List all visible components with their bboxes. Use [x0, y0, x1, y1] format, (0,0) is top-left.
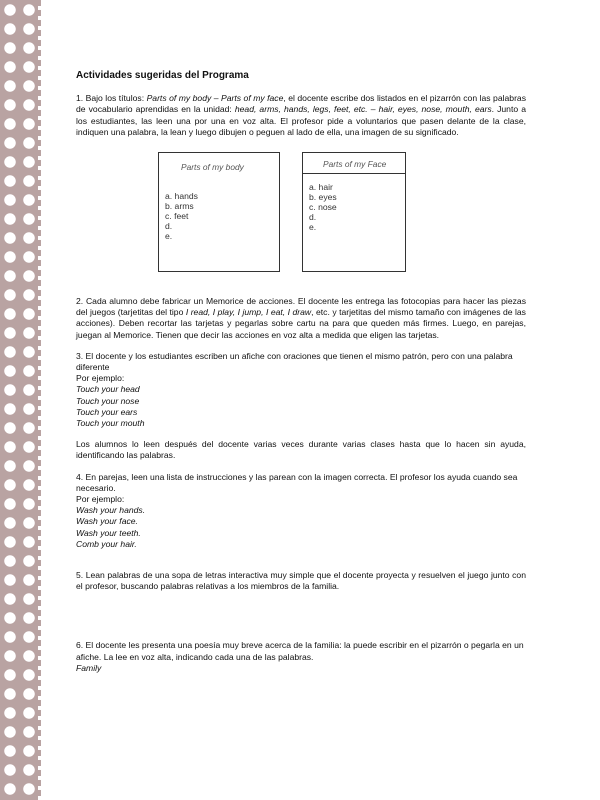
list-item: e. [309, 222, 317, 233]
box-title: Parts of my Face [303, 153, 405, 174]
list-item: d. [309, 212, 317, 223]
activity-2-text: 2. Cada alumno debe fabricar un Memorice de acciones. El docente les entrega las fotocopias para hacer las piezas del juegos (tarjetitas del tipo [76, 296, 526, 318]
activity-1-italic: Parts of my body [146, 93, 212, 104]
list-item: e. [165, 231, 173, 242]
example-line: Touch your nose [76, 395, 140, 406]
example-line: Comb your hair. [76, 538, 137, 549]
example-line: Touch your head [76, 384, 140, 395]
box-list [159, 173, 279, 241]
example-line: Touch your ears [76, 406, 138, 417]
example-line: Touch your mouth [76, 418, 145, 429]
example-line: Wash your teeth. [76, 527, 141, 538]
decorative-strip-edge [38, 0, 41, 800]
activity-1-text: , el docente escribe dos listados en el pizarrón con las palabras de vocabulario aprendidas en la unidad: [76, 93, 527, 115]
example-label: Por ejemplo: [76, 373, 125, 384]
list-item: b. arms [165, 201, 194, 212]
activity-2-italic: I read, I play, I jump, I eat, I draw [185, 307, 312, 318]
poem-title: Family [76, 662, 102, 673]
activity-1-text: – [211, 93, 222, 104]
activity-2-text: , etc. y tarjetitas del mismo tamaño con imágenes de las acciones). Deben recortar las tarjetas y pegarlas sobre cartu na para que queden más firmes. Luego, en parejas, juegan al Memorice. Tienen que decir las acciones en voz alta a medida que eligen las tarjetas. [76, 307, 526, 340]
activity-1-italic: hair, eyes, nose, mouth, ears [378, 104, 492, 115]
vocabulary-figures [76, 152, 526, 292]
activity-1-italic: head, arms, hands, legs, feet, etc. [234, 104, 368, 115]
list-item: b. eyes [309, 192, 337, 203]
activity-1-text: – [367, 104, 379, 115]
example-line: Wash your hands. [76, 505, 146, 516]
example-label: Por ejemplo: [76, 494, 125, 505]
box-title: Parts of my body [181, 162, 244, 173]
parts-of-body-box [158, 152, 280, 272]
activity-4: 4. En parejas, leen una lista de instrucciones y las parean con la imagen correcta. El profesor los ayuda cuando sea necesario. [76, 471, 518, 493]
list-item: a. hair [309, 182, 333, 193]
activity-5: 5. Lean palabras de una sopa de letras interactiva muy simple que el docente proyecta y resuelven el juego junto con el profesor, buscando palabras relativas a los miembros de la familia. [76, 570, 526, 592]
activity-1-text: 1. Bajo los títulos: [76, 93, 147, 104]
parts-of-face-box [302, 152, 406, 272]
activity-2 [76, 296, 526, 341]
list-item: c. feet [165, 211, 189, 222]
page-title: Actividades sugeridas del Programa [76, 70, 249, 81]
decorative-side-strip [0, 0, 38, 800]
activity-1-italic: Parts of my face [221, 93, 284, 104]
list-item: a. hands [165, 191, 198, 202]
example-line: Wash your face. [76, 516, 138, 527]
activity-1-text: . Junto a los estudiantes, las leen una por una en voz alta. El profesor pide a voluntarios que pasen delante de la clase, indiquen una palabra, la lean y luego dibujen o peguen al lado de ella, una imagen de su significado. [76, 104, 526, 137]
list-item: c. nose [309, 202, 337, 213]
document-body [76, 70, 526, 674]
activity-6: 6. El docente les presenta una poesía muy breve acerca de la familia: la puede escribir en el pizarrón o pegarla en un afiche. La lee en voz alta, indicando cada una de las palabras. [76, 640, 524, 662]
activity-3: 3. El docente y los estudiantes escriben un afiche con oraciones que tienen el mismo patrón, pero con una palabra diferente [76, 350, 513, 373]
list-item: d. [165, 221, 173, 232]
activity-1 [76, 93, 526, 138]
activity-3-follow: Los alumnos lo leen después del docente varias veces durante varias clases hasta que lo hacen sin ayuda, identificando las palabras. [76, 439, 526, 461]
box-list [303, 174, 405, 232]
